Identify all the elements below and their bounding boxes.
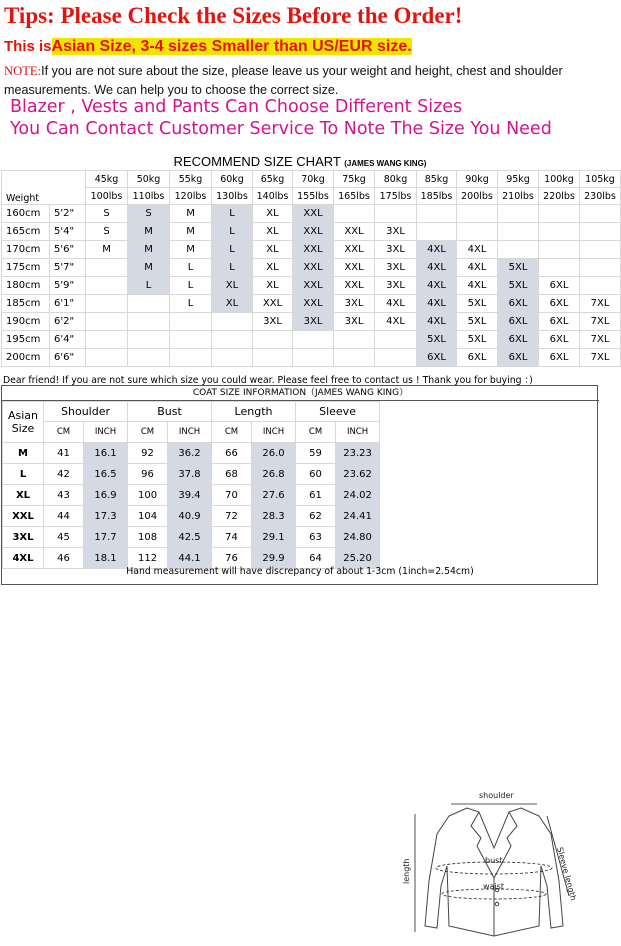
- height-cm: 165cm: [2, 223, 50, 241]
- weight-lbs-header: 230lbs: [580, 188, 621, 205]
- weight-lbs-header: 200lbs: [457, 188, 498, 205]
- coat-row: [3, 443, 380, 464]
- asian-highlight: Asian Size, 3-4 sizes Smaller than US/EUR size.: [51, 38, 412, 55]
- size-cell: XL: [253, 277, 293, 295]
- size-cell: XXL: [334, 241, 375, 259]
- unit-cm-header: CM: [128, 422, 168, 443]
- size-cell: 3XL: [253, 313, 293, 331]
- unit-inch-header: INCH: [336, 422, 380, 443]
- size-cell: 7XL: [580, 313, 621, 331]
- coat-value: 29.1: [252, 527, 296, 548]
- height-ft: 5'7": [50, 259, 86, 277]
- height-ft: 6'4": [50, 331, 86, 349]
- recommend-size-table: [1, 170, 621, 367]
- coat-row: [3, 464, 380, 485]
- size-cell: [580, 277, 621, 295]
- coat-value: 16.9: [84, 485, 128, 506]
- coat-value: 45: [44, 527, 84, 548]
- size-cell: [128, 331, 170, 349]
- size-cell: [293, 349, 334, 367]
- size-cell: 5XL: [457, 313, 498, 331]
- coat-value: 37.8: [168, 464, 212, 485]
- size-cell: XL: [253, 205, 293, 223]
- size-cell: 5XL: [457, 331, 498, 349]
- size-cell: 5XL: [498, 259, 539, 277]
- size-cell: M: [170, 241, 212, 259]
- measure-group-header: Sleeve: [296, 402, 380, 422]
- height-cm: 175cm: [2, 259, 50, 277]
- coat-value: 46: [44, 548, 84, 569]
- size-cell: 4XL: [417, 313, 457, 331]
- coat-value: 60: [296, 464, 336, 485]
- coat-value: 92: [128, 443, 168, 464]
- coat-value: 18.1: [84, 548, 128, 569]
- size-cell: XXL: [334, 259, 375, 277]
- jacket-button: [495, 902, 499, 906]
- size-cell: XL: [212, 295, 253, 313]
- blazer-line-1: Blazer , Vests and Pants Can Choose Different Sizes: [10, 97, 463, 117]
- jacket-diagram: [397, 786, 592, 946]
- coat-value: 64: [296, 548, 336, 569]
- height-cm: 180cm: [2, 277, 50, 295]
- size-cell: [212, 331, 253, 349]
- coat-value: 63: [296, 527, 336, 548]
- size-cell: XXL: [293, 223, 334, 241]
- size-cell: [539, 223, 580, 241]
- size-cell: [86, 331, 128, 349]
- size-cell: 3XL: [375, 277, 417, 295]
- coat-value: 26.0: [252, 443, 296, 464]
- size-cell: S: [86, 223, 128, 241]
- size-cell: 3XL: [334, 295, 375, 313]
- size-cell: L: [170, 277, 212, 295]
- unit-cm-header: CM: [44, 422, 84, 443]
- coat-value: 44.1: [168, 548, 212, 569]
- weight-lbs-header: 130lbs: [212, 188, 253, 205]
- size-cell: 6XL: [539, 277, 580, 295]
- size-cell: 3XL: [375, 241, 417, 259]
- size-cell: [417, 223, 457, 241]
- size-cell: [86, 259, 128, 277]
- coat-value: 17.7: [84, 527, 128, 548]
- size-cell: 6XL: [539, 295, 580, 313]
- measure-group-header: Length: [212, 402, 296, 422]
- size-cell: 3XL: [293, 313, 334, 331]
- height-ft: 5'2": [50, 205, 86, 223]
- weight-kg-header: 80kg: [375, 171, 417, 188]
- size-cell: [253, 331, 293, 349]
- size-cell: [86, 295, 128, 313]
- size-cell: 7XL: [580, 331, 621, 349]
- size-cell: [498, 241, 539, 259]
- size-cell: [334, 349, 375, 367]
- weight-kg-header: 90kg: [457, 171, 498, 188]
- size-cell: 6XL: [539, 331, 580, 349]
- size-cell: [128, 313, 170, 331]
- size-cell: [417, 205, 457, 223]
- coat-value: 36.2: [168, 443, 212, 464]
- coat-value: 42.5: [168, 527, 212, 548]
- height-cm: 190cm: [2, 313, 50, 331]
- size-cell: 5XL: [498, 277, 539, 295]
- size-cell: XL: [253, 223, 293, 241]
- size-cell: [580, 241, 621, 259]
- size-cell: 4XL: [457, 277, 498, 295]
- size-cell: [253, 349, 293, 367]
- weight-lbs-header: 210lbs: [498, 188, 539, 205]
- size-cell: [170, 313, 212, 331]
- coat-size: XL: [3, 485, 44, 506]
- size-cell: M: [128, 241, 170, 259]
- size-cell: 4XL: [417, 241, 457, 259]
- size-cell: [580, 259, 621, 277]
- size-cell: [375, 331, 417, 349]
- coat-value: 25.20: [336, 548, 380, 569]
- coat-value: 40.9: [168, 506, 212, 527]
- size-cell: M: [86, 241, 128, 259]
- asian-size-line: [4, 38, 412, 56]
- size-cell: M: [128, 223, 170, 241]
- weight-lbs-header: 165lbs: [334, 188, 375, 205]
- height-cm: 195cm: [2, 331, 50, 349]
- coat-value: 72: [212, 506, 252, 527]
- coat-value: 104: [128, 506, 168, 527]
- weight-lbs-header: 175lbs: [375, 188, 417, 205]
- blazer-notice: [10, 96, 552, 140]
- coat-value: 41: [44, 443, 84, 464]
- size-cell: [128, 349, 170, 367]
- coat-footer-note: Hand measurement will have discrepancy of about 1-3cm (1inch=2.54cm): [126, 566, 474, 577]
- size-label: Size: [11, 422, 35, 435]
- size-row: [2, 241, 621, 259]
- height-ft: 6'2": [50, 313, 86, 331]
- coat-value: 24.41: [336, 506, 380, 527]
- weight-lbs-header: 155lbs: [293, 188, 334, 205]
- size-cell: 7XL: [580, 295, 621, 313]
- size-cell: XXL: [334, 223, 375, 241]
- coat-value: 96: [128, 464, 168, 485]
- size-cell: XL: [253, 241, 293, 259]
- weight-kg-header: 70kg: [293, 171, 334, 188]
- jacket-lapel-left: [471, 812, 494, 878]
- size-cell: [212, 313, 253, 331]
- size-cell: 6XL: [498, 313, 539, 331]
- height-cm: 170cm: [2, 241, 50, 259]
- size-cell: 5XL: [417, 331, 457, 349]
- size-row: [2, 295, 621, 313]
- unit-cm-header: CM: [296, 422, 336, 443]
- coat-value: 27.6: [252, 485, 296, 506]
- size-cell: M: [170, 205, 212, 223]
- size-cell: XXL: [293, 205, 334, 223]
- coat-value: 42: [44, 464, 84, 485]
- unit-inch-header: INCH: [252, 422, 296, 443]
- coat-value: 29.9: [252, 548, 296, 569]
- sleeve-label: Sleeve length: [555, 846, 578, 902]
- weight-kg-header: 75kg: [334, 171, 375, 188]
- size-cell: [86, 349, 128, 367]
- coat-row: [3, 485, 380, 506]
- weight-kg-header: 50kg: [128, 171, 170, 188]
- size-cell: [375, 205, 417, 223]
- size-cell: M: [128, 259, 170, 277]
- size-row: [2, 205, 621, 223]
- recommend-title-text: RECOMMEND SIZE CHART: [173, 154, 341, 169]
- coat-value: 16.5: [84, 464, 128, 485]
- size-row: [2, 259, 621, 277]
- height-cm: 160cm: [2, 205, 50, 223]
- size-cell: 4XL: [375, 313, 417, 331]
- size-cell: [580, 223, 621, 241]
- coat-value: 62: [296, 506, 336, 527]
- size-cell: [539, 259, 580, 277]
- size-cell: [498, 205, 539, 223]
- size-cell: L: [212, 259, 253, 277]
- size-cell: 4XL: [417, 295, 457, 313]
- weight-lbs-header: 140lbs: [253, 188, 293, 205]
- size-cell: 6XL: [417, 349, 457, 367]
- size-cell: 5XL: [457, 295, 498, 313]
- recommend-subtitle: (JAMES WANG KING): [344, 159, 427, 168]
- coat-size-panel: [1, 385, 598, 902]
- height-cm: 200cm: [2, 349, 50, 367]
- asian-size-header: [3, 402, 44, 443]
- size-cell: S: [86, 205, 128, 223]
- size-cell: XXL: [293, 277, 334, 295]
- size-cell: [580, 205, 621, 223]
- size-cell: 4XL: [457, 259, 498, 277]
- weight-lbs-header: 220lbs: [539, 188, 580, 205]
- size-cell: [334, 205, 375, 223]
- coat-size-table: [2, 401, 380, 569]
- coat-value: 23.62: [336, 464, 380, 485]
- weight-kg-header: 60kg: [212, 171, 253, 188]
- size-row: [2, 331, 621, 349]
- size-cell: [128, 295, 170, 313]
- bust-label: bust: [485, 856, 503, 865]
- coat-value: 17.3: [84, 506, 128, 527]
- coat-value: 24.02: [336, 485, 380, 506]
- weight-lbs-header: 185lbs: [417, 188, 457, 205]
- size-cell: S: [128, 205, 170, 223]
- blazer-line-2: You Can Contact Customer Service To Note The Size You Need: [10, 119, 552, 139]
- height-ft: 5'6": [50, 241, 86, 259]
- coat-size: 3XL: [3, 527, 44, 548]
- size-cell: [86, 277, 128, 295]
- size-cell: [539, 241, 580, 259]
- coat-value: 76: [212, 548, 252, 569]
- weight-kg-header: 95kg: [498, 171, 539, 188]
- size-cell: [334, 331, 375, 349]
- coat-value: 59: [296, 443, 336, 464]
- size-row: [2, 277, 621, 295]
- weight-kg-header: 85kg: [417, 171, 457, 188]
- unit-cm-header: CM: [212, 422, 252, 443]
- size-cell: L: [212, 241, 253, 259]
- coat-value: 26.8: [252, 464, 296, 485]
- coat-row: [3, 506, 380, 527]
- weight-kg-header: 105kg: [580, 171, 621, 188]
- size-cell: [457, 223, 498, 241]
- weight-label: Weight: [6, 193, 40, 204]
- coat-value: 61: [296, 485, 336, 506]
- height-ft: 5'9": [50, 277, 86, 295]
- size-cell: 6XL: [498, 331, 539, 349]
- size-row: [2, 313, 621, 331]
- size-cell: 6XL: [539, 313, 580, 331]
- size-cell: 6XL: [539, 349, 580, 367]
- size-cell: 3XL: [375, 259, 417, 277]
- note-label: NOTE:: [4, 64, 42, 78]
- size-cell: L: [128, 277, 170, 295]
- weight-lbs-header: 100lbs: [86, 188, 128, 205]
- measure-group-header: Bust: [128, 402, 212, 422]
- height-cm: 185cm: [2, 295, 50, 313]
- coat-value: 68: [212, 464, 252, 485]
- shoulder-label: shoulder: [479, 791, 514, 800]
- size-cell: XXL: [293, 259, 334, 277]
- size-cell: L: [212, 205, 253, 223]
- size-cell: 7XL: [580, 349, 621, 367]
- coat-value: 74: [212, 527, 252, 548]
- coat-value: 23.23: [336, 443, 380, 464]
- coat-size: L: [3, 464, 44, 485]
- size-cell: M: [170, 223, 212, 241]
- size-cell: 6XL: [498, 295, 539, 313]
- coat-size: 4XL: [3, 548, 44, 569]
- asian-prefix: This is: [4, 38, 52, 55]
- tips-heading: Tips: Please Check the Sizes Before the Order!: [4, 3, 463, 28]
- waist-label: waist: [483, 882, 504, 891]
- weight-kg-header: 65kg: [253, 171, 293, 188]
- unit-inch-header: INCH: [84, 422, 128, 443]
- size-cell: 6XL: [457, 349, 498, 367]
- size-cell: 4XL: [417, 259, 457, 277]
- height-ft: 6'1": [50, 295, 86, 313]
- size-cell: L: [170, 259, 212, 277]
- weight-lbs-header: 120lbs: [170, 188, 212, 205]
- coat-row: [3, 527, 380, 548]
- weight-kg-header: 100kg: [539, 171, 580, 188]
- size-cell: XL: [253, 259, 293, 277]
- coat-value: 66: [212, 443, 252, 464]
- note-paragraph: [4, 62, 600, 100]
- size-cell: 3XL: [375, 223, 417, 241]
- coat-value: 108: [128, 527, 168, 548]
- height-ft: 6'6": [50, 349, 86, 367]
- size-cell: XL: [212, 277, 253, 295]
- coat-value: 28.3: [252, 506, 296, 527]
- size-cell: [86, 313, 128, 331]
- size-cell: 3XL: [334, 313, 375, 331]
- length-label: length: [402, 858, 411, 884]
- size-cell: 4XL: [457, 241, 498, 259]
- measure-group-header: Shoulder: [44, 402, 128, 422]
- weight-kg-header: 45kg: [86, 171, 128, 188]
- size-cell: XXL: [293, 295, 334, 313]
- coat-value: 39.4: [168, 485, 212, 506]
- weight-lbs-header: 110lbs: [128, 188, 170, 205]
- size-cell: [170, 349, 212, 367]
- coat-size: XXL: [3, 506, 44, 527]
- size-cell: [457, 205, 498, 223]
- jacket-lapel-right: [494, 812, 517, 878]
- size-cell: 4XL: [417, 277, 457, 295]
- coat-value: 44: [44, 506, 84, 527]
- size-cell: 4XL: [375, 295, 417, 313]
- dear-friend-note: Dear friend! If you are not sure which size you could wear. Please feel free to contact us ! Thank you for buying ：): [3, 375, 533, 386]
- weight-header: [2, 171, 86, 205]
- size-cell: L: [212, 223, 253, 241]
- coat-value: 24.80: [336, 527, 380, 548]
- coat-value: 16.1: [84, 443, 128, 464]
- asian-label: Asian: [7, 409, 39, 422]
- recommend-title: [0, 154, 600, 169]
- note-text: If you are not sure about the size, please leave us your weight and height, chest and shoulder measurements. We can help you to choose the correct size.: [4, 64, 563, 97]
- coat-value: 100: [128, 485, 168, 506]
- size-cell: [170, 331, 212, 349]
- coat-value: 112: [128, 548, 168, 569]
- size-cell: [212, 349, 253, 367]
- size-cell: [375, 349, 417, 367]
- coat-size: M: [3, 443, 44, 464]
- size-cell: 6XL: [498, 349, 539, 367]
- size-cell: [293, 331, 334, 349]
- coat-title: COAT SIZE INFORMATION（JAMES WANG KING）: [2, 386, 599, 401]
- size-cell: [498, 223, 539, 241]
- height-ft: 5'4": [50, 223, 86, 241]
- size-cell: XXL: [253, 295, 293, 313]
- size-cell: XXL: [334, 277, 375, 295]
- size-cell: [539, 205, 580, 223]
- unit-inch-header: INCH: [168, 422, 212, 443]
- weight-kg-header: 55kg: [170, 171, 212, 188]
- size-row: [2, 223, 621, 241]
- size-cell: L: [170, 295, 212, 313]
- size-row: [2, 349, 621, 367]
- size-cell: XXL: [293, 241, 334, 259]
- coat-value: 43: [44, 485, 84, 506]
- coat-value: 70: [212, 485, 252, 506]
